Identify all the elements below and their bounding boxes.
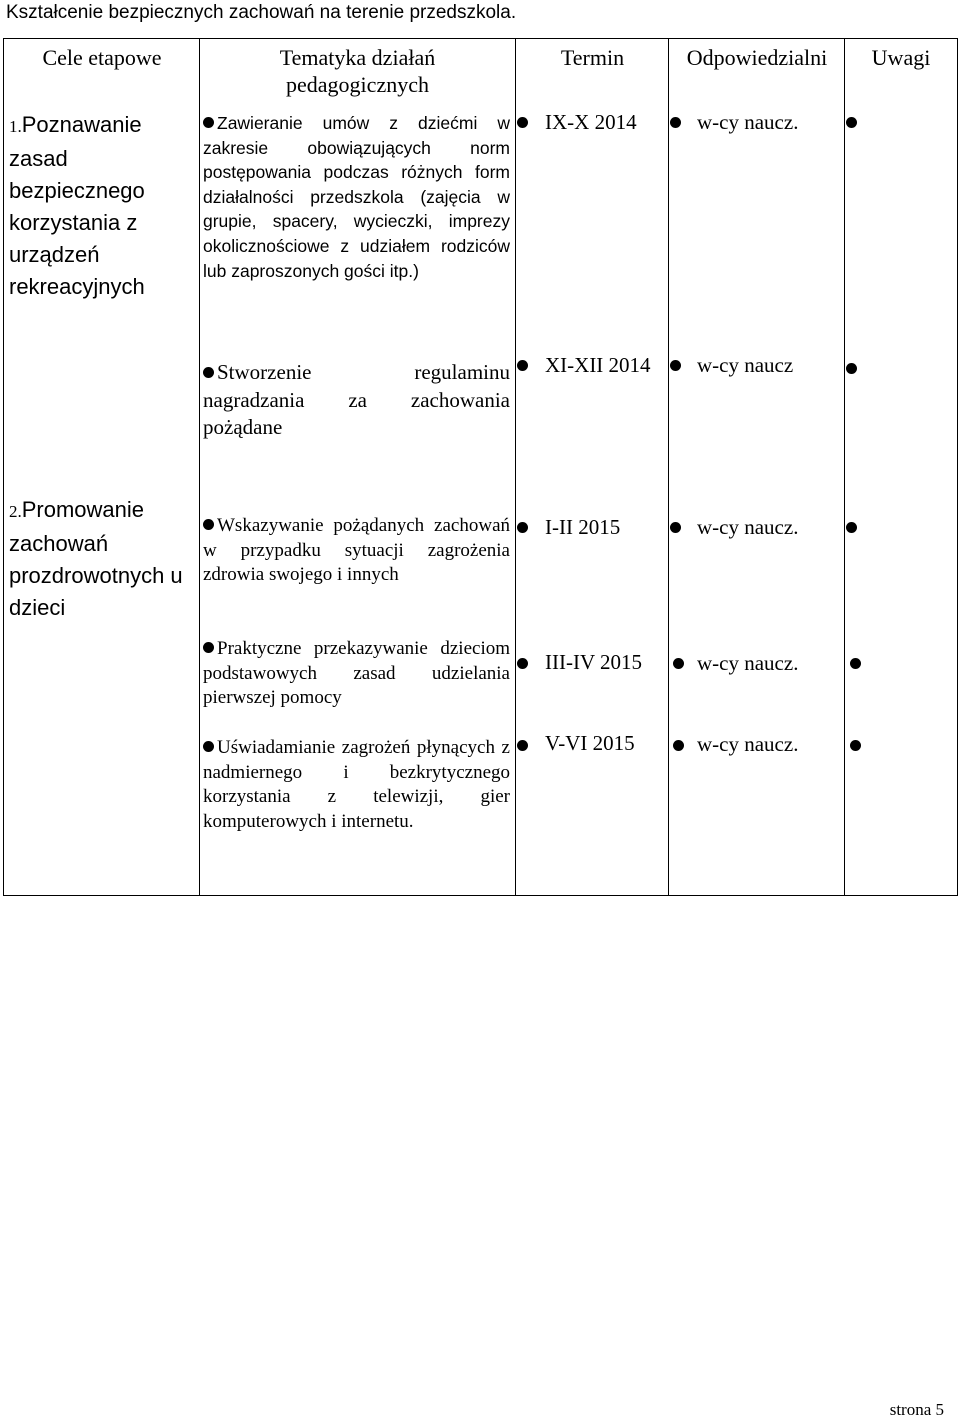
term-cell: V-VI 2015 bbox=[545, 731, 635, 755]
topic-row-1 bbox=[203, 111, 510, 283]
bullet-icon bbox=[203, 519, 214, 530]
bullet-icon bbox=[203, 367, 214, 378]
topic-text: Wskazywanie pożądanych zachowań w przypadku sytuacji zagrożenia zdrowia swojego i innych bbox=[203, 515, 510, 586]
column-divider bbox=[515, 38, 516, 896]
goal-number: 2. bbox=[9, 502, 22, 521]
header-goals: Cele etapowe bbox=[42, 45, 162, 70]
goal-number: 1. bbox=[9, 117, 22, 136]
topic-text: Zawieranie umów z dziećmi w zakresie obowiązujących norm postępowania podczas różnych form działalności przedszkola (zajęcia w grupie, spacery, wycieczki, imprezy okolicznościowe z udziałem rodziców lub zaproszonych gości itp.) bbox=[203, 113, 510, 281]
goal-2 bbox=[9, 494, 195, 624]
document-title: Kształcenie bezpiecznych zachowań na terenie przedszkola. bbox=[6, 2, 517, 23]
table-border-top bbox=[3, 38, 958, 39]
bullet-icon bbox=[517, 360, 528, 371]
header-responsible: Odpowiedzialni bbox=[686, 45, 828, 70]
column-divider bbox=[668, 38, 669, 896]
bullet-icon bbox=[517, 117, 528, 128]
responsible-cell: w-cy naucz. bbox=[697, 515, 799, 539]
goal-text: Promowanie zachowań prozdrowotnych u dzieci bbox=[9, 497, 183, 620]
header-topics: Tematyka działań pedagogicznych bbox=[279, 45, 436, 97]
topic-text: Stworzenie regulaminu nagradzania za zachowania pożądane bbox=[203, 360, 510, 439]
bullet-icon bbox=[846, 117, 857, 128]
topic-text: Praktyczne przekazywanie dzieciom podstawowych zasad udzielania pierwszej pomocy bbox=[203, 638, 510, 709]
term-cell: XI-XII 2014 bbox=[545, 353, 651, 377]
topic-row-2 bbox=[203, 359, 510, 442]
bullet-icon bbox=[203, 117, 214, 128]
table-border-bottom bbox=[3, 895, 958, 896]
topic-text: Uświadamianie zagrożeń płynących z nadmiernego i bezkrytycznego korzystania z telewizji, gier komputerowych i internetu. bbox=[203, 737, 510, 832]
goal-text: Poznawanie zasad bezpiecznego korzystania z urządzeń rekreacyjnych bbox=[9, 112, 145, 299]
term-cell: I-II 2015 bbox=[545, 515, 621, 539]
bullet-icon bbox=[846, 363, 857, 374]
topic-row-3 bbox=[203, 514, 510, 588]
responsible-cell: w-cy naucz bbox=[697, 353, 794, 377]
responsible-cell: w-cy naucz. bbox=[697, 110, 799, 134]
bullet-icon bbox=[670, 522, 681, 533]
bullet-icon bbox=[673, 740, 684, 751]
header-notes: Uwagi bbox=[871, 45, 931, 70]
page-number: strona 5 bbox=[889, 1400, 944, 1419]
column-divider bbox=[199, 38, 200, 896]
topic-row-4 bbox=[203, 637, 510, 711]
bullet-icon bbox=[670, 360, 681, 371]
bullet-icon bbox=[203, 741, 214, 752]
bullet-icon bbox=[670, 117, 681, 128]
bullet-icon bbox=[846, 522, 857, 533]
bullet-icon bbox=[203, 642, 214, 653]
table-border-right bbox=[957, 38, 958, 896]
goal-1 bbox=[9, 109, 195, 303]
bullet-icon bbox=[673, 658, 684, 669]
bullet-icon bbox=[517, 522, 528, 533]
term-cell: IX-X 2014 bbox=[545, 110, 637, 134]
responsible-cell: w-cy naucz. bbox=[697, 732, 799, 756]
bullet-icon bbox=[517, 658, 528, 669]
bullet-icon bbox=[517, 740, 528, 751]
column-divider bbox=[844, 38, 845, 896]
topic-row-5 bbox=[203, 736, 510, 834]
table-border-left bbox=[3, 38, 4, 896]
bullet-icon bbox=[850, 740, 861, 751]
term-cell: III-IV 2015 bbox=[545, 650, 643, 674]
header-term: Termin bbox=[560, 45, 625, 70]
responsible-cell: w-cy naucz. bbox=[697, 651, 799, 675]
bullet-icon bbox=[850, 658, 861, 669]
